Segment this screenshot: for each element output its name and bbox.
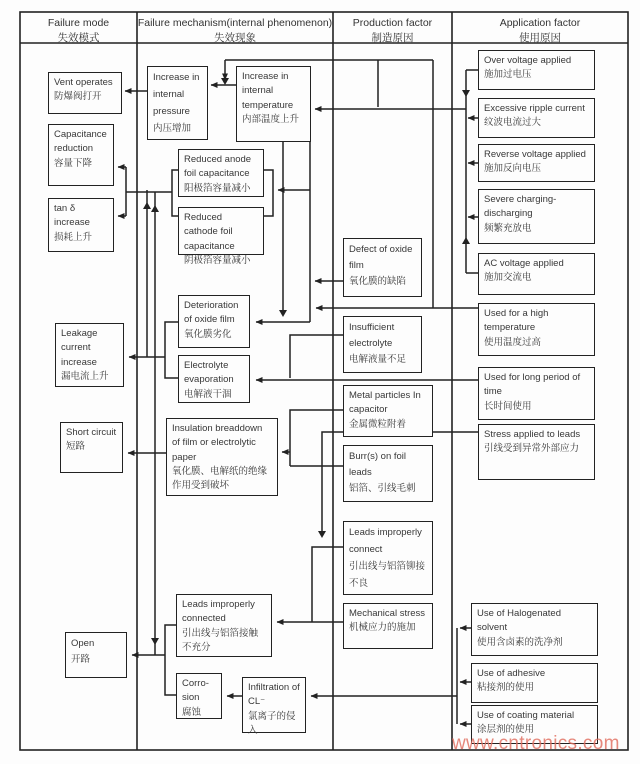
- header-zh: 制造原因: [371, 32, 414, 45]
- box-burrs-on-foil-leads: Burr(s) on foil leads 铝箔、引线毛刺: [343, 445, 433, 502]
- box-corrosion: Corro-sion 腐蚀: [176, 673, 222, 719]
- header-zh: 失效模式: [57, 32, 100, 45]
- box-ac-voltage-applied: AC voltage applied 施加交流电: [478, 253, 595, 295]
- box-used-for-high-temperature: Used for a high temperature 使用温度过高: [478, 303, 595, 356]
- box-insulation-breakdown: Insulation breaddown of film or electrolytic paper 氧化膜、电解纸的绝缘作用受到破坏: [166, 418, 278, 496]
- box-metal-particles: Metal particles In capacitor 金属微粒附着: [343, 385, 433, 437]
- box-used-for-long-period: Used for long period of time 长时间使用: [478, 367, 595, 420]
- box-reduced-anode-foil-capacitance: Reduced anode foil capacitance 阳极箔容量减小: [178, 149, 264, 197]
- box-mechanical-stress: Mechanical stress 机械应力的施加: [343, 603, 433, 649]
- box-leakage-current-increase: Leakage current increase 漏电流上升: [55, 323, 124, 387]
- box-defect-of-oxide-film: Defect of oxide film 氧化膜的缺陷: [343, 238, 422, 297]
- header-failure-mode: [20, 16, 137, 46]
- box-increase-internal-pressure: Increase in internal pressure 内压增加: [147, 66, 208, 140]
- box-leads-improperly-connected: Leads improperly connected 引出线与铝箔接触不充分: [176, 594, 272, 657]
- box-tan-delta-increase: tan δ increase 损耗上升: [48, 198, 114, 252]
- box-vent-operates: Vent operates 防爆阀打开: [48, 72, 122, 114]
- box-use-of-halogenated-solvent: Use of Halogenated solvent 使用含卤素的洗净剂: [471, 603, 598, 656]
- header-en: Production factor: [352, 17, 433, 29]
- box-deterioration-of-oxide-film: Deterioration of oxide film 氧化膜劣化: [178, 295, 250, 348]
- box-over-voltage-applied: Over voltage applied 施加过电压: [478, 50, 595, 90]
- box-leads-improperly-connect: Leads improperly connect 引出线与铝箔铆接不良: [343, 521, 433, 595]
- box-increase-internal-temperature: Increase in internal temperature 内部温度上升: [236, 66, 311, 142]
- header-en: Application factor: [499, 17, 581, 29]
- box-use-of-coating-material: Use of coating material 涂层剂的使用: [471, 705, 598, 744]
- box-short-circuit: Short circuit 短路: [60, 422, 123, 473]
- header-en: Failure mode: [47, 17, 110, 29]
- box-insufficient-electrolyte: Insufficient electrolyte 电解液量不足: [343, 316, 422, 373]
- box-severe-charging-discharging: Severe charging-discharging 频繁充放电: [478, 189, 595, 244]
- box-capacitance-reduction: Capacitance reduction 容量下降: [48, 124, 114, 186]
- watermark: www.cntronics.com: [452, 733, 620, 754]
- header-production-factor: [333, 16, 452, 46]
- box-use-of-adhesive: Use of adhesive 粘接剂的使用: [471, 663, 598, 703]
- header-application-factor: [452, 16, 628, 46]
- box-stress-applied-to-leads: Stress applied to leads 引线受到异常外部应力: [478, 424, 595, 480]
- box-excessive-ripple-current: Excessive ripple current 纹波电流过大: [478, 98, 595, 138]
- box-reduced-cathode-foil-capacitance: Reduced cathode foil capacitance 阴极箔容量减小: [178, 207, 264, 255]
- header-zh: 失效现象: [214, 32, 256, 45]
- box-reverse-voltage-applied: Reverse voltage applied 施加反向电压: [478, 144, 595, 182]
- box-infiltration-of-cl: Infiltration of CL⁻ 氯离子的侵入: [242, 677, 306, 733]
- header-en: Failure mechanism(internal phenomenon): [137, 17, 333, 29]
- header-zh: 使用原因: [519, 32, 561, 45]
- box-electrolyte-evaporation: Electrolyte evaporation 电解液干涸: [178, 355, 250, 403]
- header-failure-mechanism: [137, 16, 333, 46]
- box-open: Open 开路: [65, 632, 127, 678]
